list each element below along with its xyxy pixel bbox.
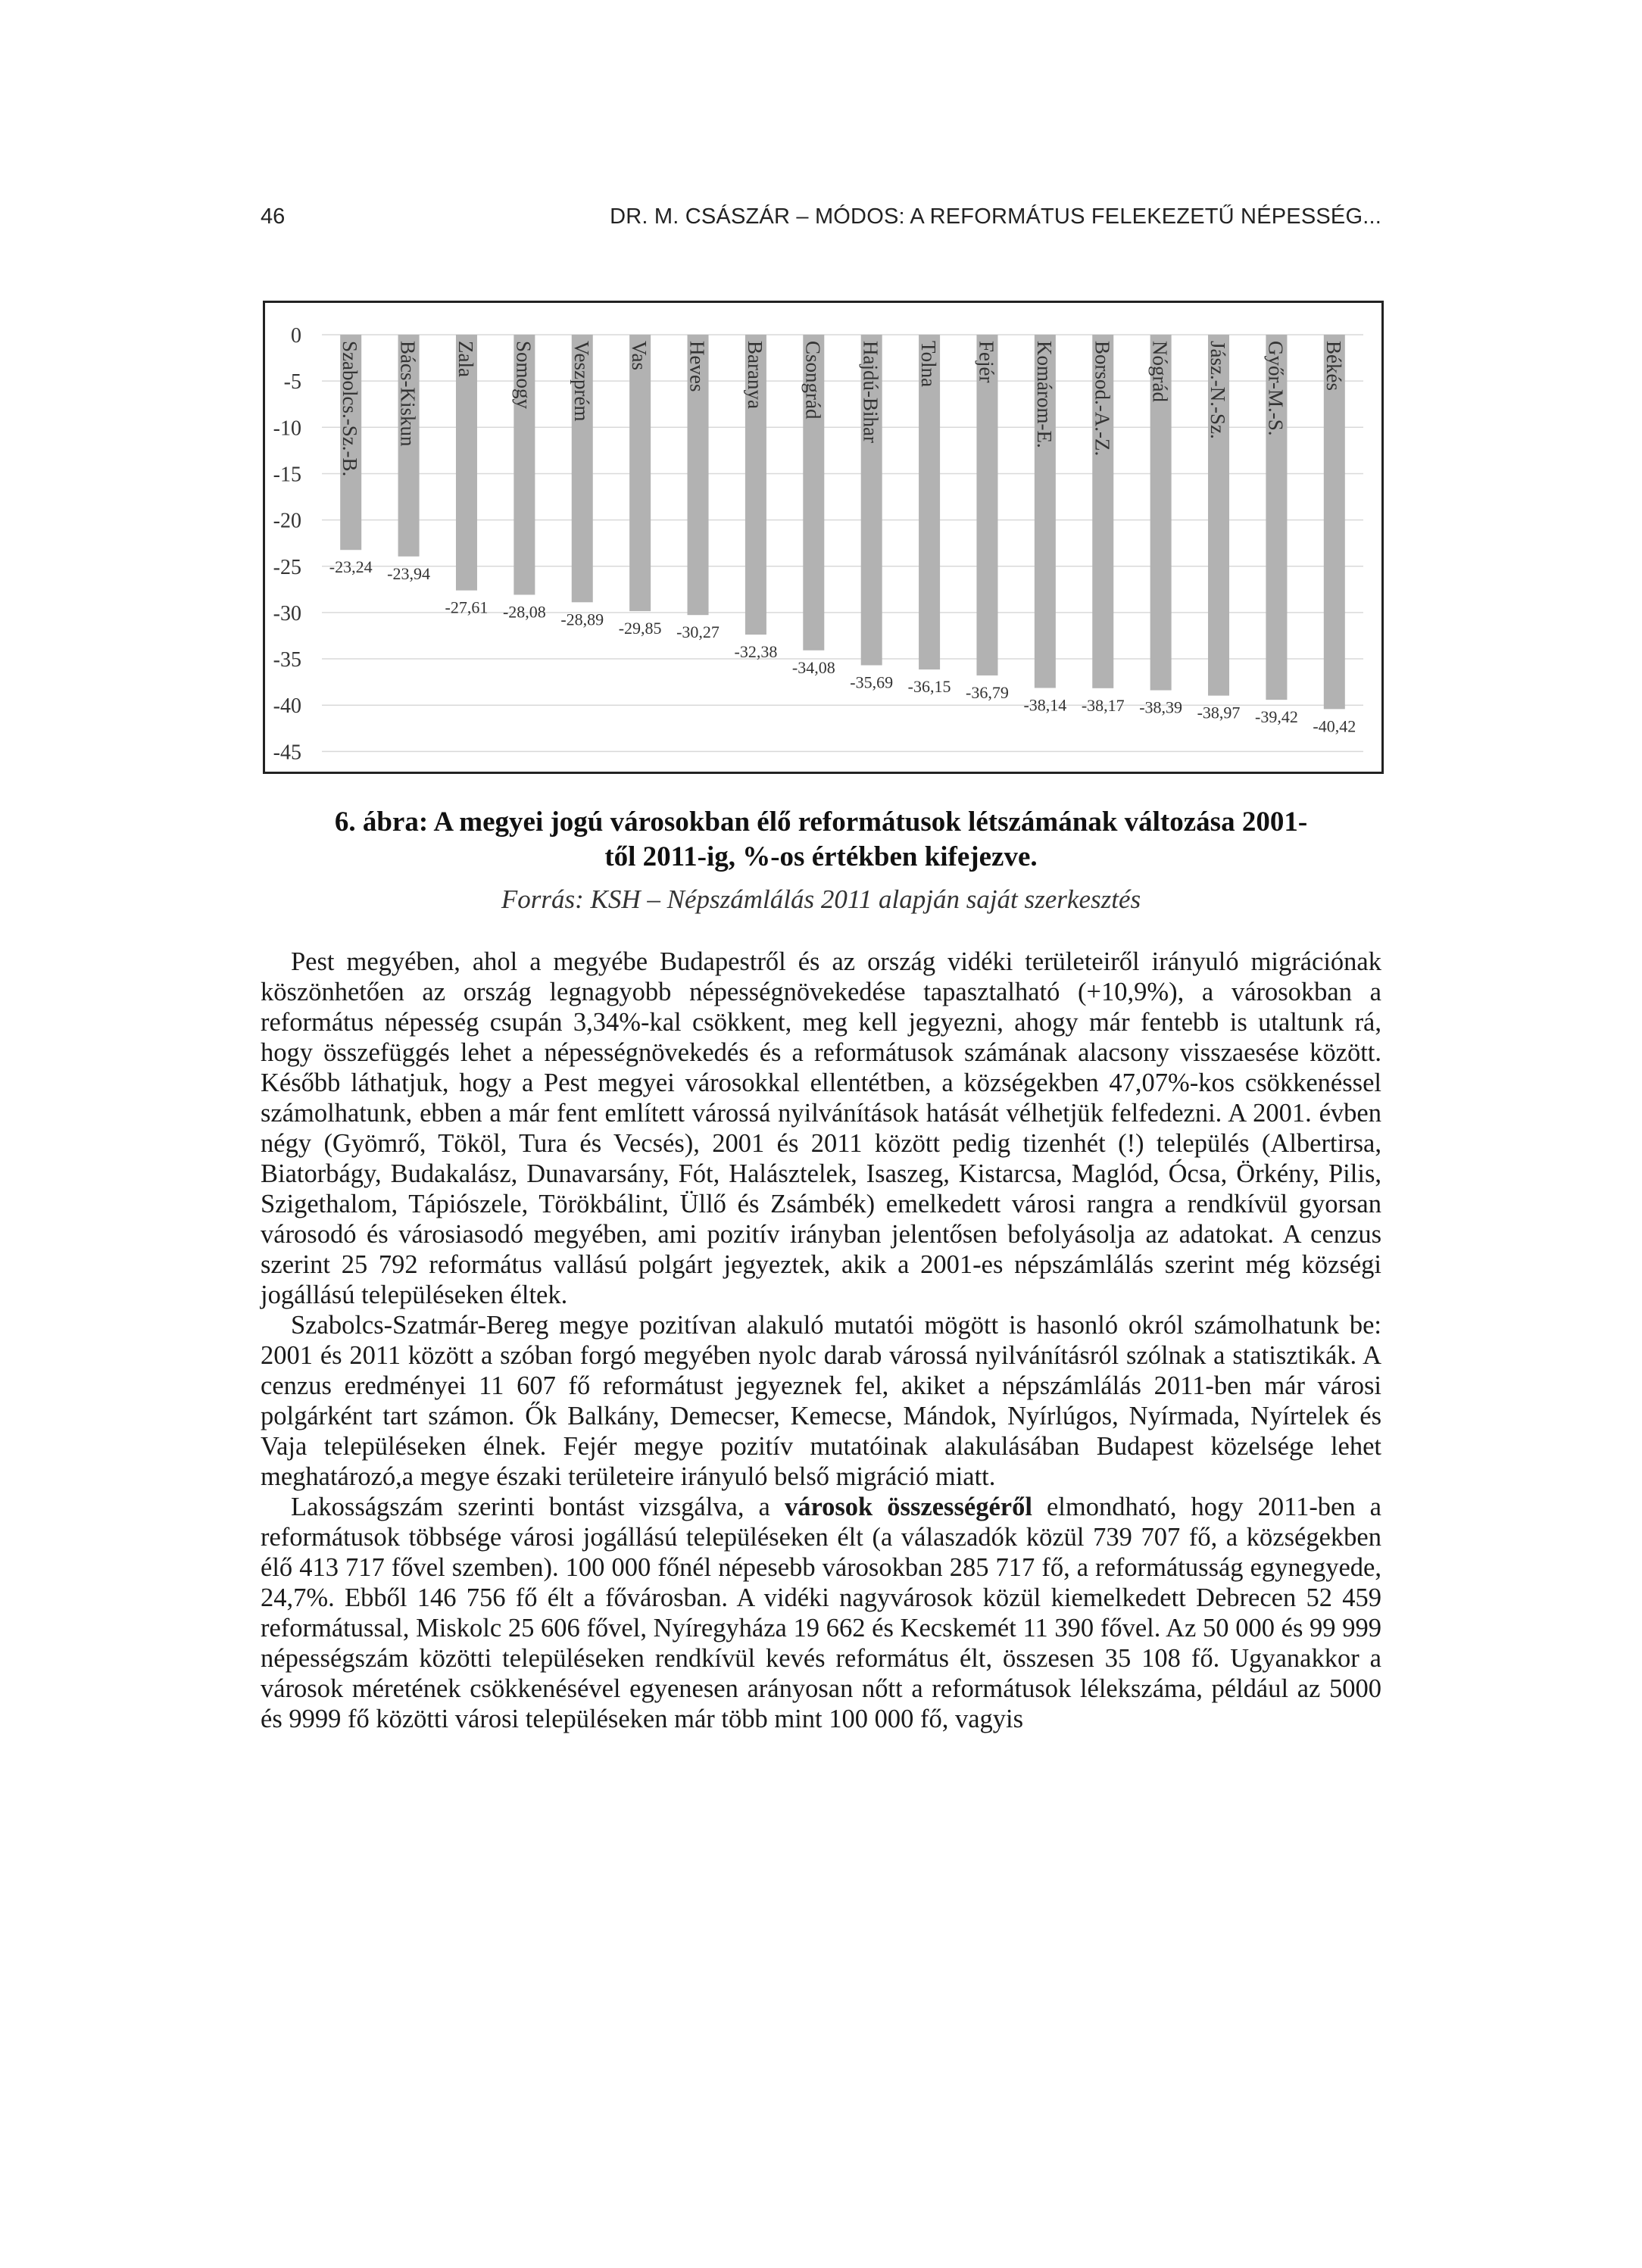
data-label: -29,85 <box>618 619 662 638</box>
category-label: Baranya <box>743 341 766 409</box>
data-label: -32,38 <box>734 642 778 662</box>
y-tick-label: -15 <box>273 463 301 487</box>
y-tick-label: -20 <box>273 509 301 533</box>
data-label: -38,97 <box>1197 703 1241 722</box>
caption-line-2: től 2011-ig, %-os értékben kifejezve. <box>604 841 1038 872</box>
data-label: -38,14 <box>1023 695 1067 715</box>
data-label: -38,17 <box>1081 695 1125 715</box>
running-title: DR. M. CSÁSZÁR – MÓDOS: A REFORMÁTUS FELEKEZETŰ NÉPESSÉG... <box>610 204 1381 229</box>
category-label: Csongrád <box>801 341 825 420</box>
bar-chart <box>263 301 1384 774</box>
category-label: Győr-M.-S. <box>1264 341 1288 436</box>
y-tick-label: -40 <box>273 694 301 719</box>
data-label: -34,08 <box>791 657 835 677</box>
body-text <box>261 947 1381 1734</box>
paragraph-3-emphasis: városok összességéről <box>784 1493 1032 1521</box>
paragraph-3-start: Lakosságszám szerinti bontást vizsgálva, a <box>291 1493 785 1521</box>
bar <box>976 335 997 675</box>
data-label: -36,15 <box>907 677 951 697</box>
page-header <box>261 204 1381 235</box>
page-number: 46 <box>261 204 286 229</box>
data-label: -23,94 <box>387 563 430 583</box>
category-label: Tolna <box>917 341 941 388</box>
figure-caption <box>261 805 1381 875</box>
y-tick-label: -5 <box>283 370 301 395</box>
category-label: Somogy <box>512 341 535 410</box>
y-tick-label: -10 <box>273 416 301 441</box>
y-tick-label: -25 <box>273 555 301 579</box>
paragraph-1: Pest megyében, ahol a megyébe Budapestről és az ország vidéki területeiről irányuló migrációnak köszönhetően az ország legnagyobb népességnövekedése tapasztalható (+10,9%), a városokban a református népesség csupán 3,34%-kal csökkent, meg kell jegyezni, ahogy már fentebb is utaltunk rá, hogy összefüggés lehet a népességnövekedés és a reformátusok számának alacsony visszaesése között. Később láthatjuk, hogy a Pest megyei városokkal ellentétben, a községekben 47,07%-kos csökkenéssel számolhatunk, ebben a már fent említett várossá nyilvánítások hatását vélhetjük felfedezni. A 2001. évben négy (Gyömrő, Tököl, Tura és Vecsés), 2001 és 2011 között pedig tizenhét (!) település (Albertirsa, Biatorbágy, Budakalász, Dunavarsány, Fót, Halásztelek, Isaszeg, Kistarcsa, Maglód, Ócsa, Örkény, Pilis, Szigethalom, Tápiószele, Törökbálint, Üllő és Zsámbék) emelkedett városi rangra a rendkívül gyorsan városodó és városiasodó megyében, ami pozitív irányban jelentősen befolyásolja az adatokat. A cenzus szerint 25 792 református vallású polgárt jegyeztek, akik a 2001-es népszámlálás szerint még községi jogállású településeken éltek. <box>261 947 1381 1309</box>
data-label: -40,42 <box>1313 716 1356 736</box>
data-label: -35,69 <box>850 672 894 692</box>
category-label: Vas <box>628 341 651 370</box>
y-tick-label: -30 <box>273 601 301 625</box>
paragraph-3 <box>261 1492 1381 1734</box>
bar <box>629 335 651 611</box>
y-tick-label: -35 <box>273 648 301 672</box>
category-label: Bács-Kiskun <box>396 341 420 447</box>
data-label: -39,42 <box>1255 707 1298 727</box>
data-label: -28,08 <box>502 602 546 622</box>
y-tick-label: -45 <box>273 741 301 765</box>
category-label: Borsod.-A.-Z. <box>1091 341 1114 457</box>
category-label: Veszprém <box>570 341 593 422</box>
data-label: -38,39 <box>1139 697 1183 717</box>
category-label: Nógrád <box>1148 341 1172 402</box>
caption-line-1: 6. ábra: A megyei jogú városokban élő reformátusok létszámának változása 2001- <box>334 806 1308 838</box>
data-label: -27,61 <box>445 597 489 617</box>
category-label: Heves <box>685 341 709 392</box>
category-label: Hajdú-Bihar <box>859 341 882 443</box>
category-label: Zala <box>454 341 477 377</box>
category-label: Fejér <box>975 341 998 383</box>
category-label: Jász.-N.-Sz. <box>1207 341 1230 439</box>
category-label: Komárom-E. <box>1032 341 1056 448</box>
bar <box>1324 335 1345 709</box>
data-label: -23,24 <box>329 557 373 577</box>
data-label: -36,79 <box>966 682 1009 702</box>
chart-canvas <box>265 303 1381 772</box>
paragraph-3-rest: elmondható, hogy 2011-ben a reformátusok többsége városi jogállású településeken élt (a válaszadók közül 739 707 fő, a községekben élő 413 717 fővel szemben). 100 000 főnél népesebb városokban 285 717 fő, a reformátusság egynegyede, 24,7%. Ebből 146 756 fő élt a fővárosban. A vidéki nagyvárosok közül kiemelkedett Debrecen 52 459 reformátussal, Miskolc 25 606 fővel, Nyíregyháza 19 662 és Kecskemét 11 390 fővel. Az 50 000 és 99 999 népességszám közötti településeken rendkívül kevés református élt, összesen 35 108 fő. Ugyanakkor a városok méretének csökkenésével egyenesen arányosan nőtt a reformátusok lélekszáma, például az 5000 és 9999 fő közötti városi településeken már több mint 100 000 fő, vagyis <box>261 1493 1381 1733</box>
data-label: -28,89 <box>560 610 604 629</box>
figure-source: Forrás: KSH – Népszámlálás 2011 alapján saját szerkesztés <box>501 884 1141 914</box>
data-label: -30,27 <box>676 622 720 642</box>
y-tick-label: 0 <box>291 324 301 348</box>
category-label: Békés <box>1322 341 1345 391</box>
category-label: Szabolcs.-Sz.-B. <box>339 341 362 477</box>
paragraph-2: Szabolcs-Szatmár-Bereg megye pozitívan alakuló mutatói mögött is hasonló okról számolhatunk be: 2001 és 2011 között a szóban forgó megyében nyolc darab várossá nyilvánításról szólnak a statisztikák. A cenzus eredményei 11 607 fő reformátust jegyeznek fel, akiket a népszámlálás 2011-ben már városi polgárként tart számon. Ők Balkány, Demecser, Kemecse, Mándok, Nyírlúgos, Nyírmada, Nyírtelek és Vaja településeken élnek. Fejér megye pozitív mutatóinak alakulásában Budapest közelsége lehet meghatározó,a megye északi területeire irányuló belső migráció miatt. <box>261 1311 1381 1491</box>
